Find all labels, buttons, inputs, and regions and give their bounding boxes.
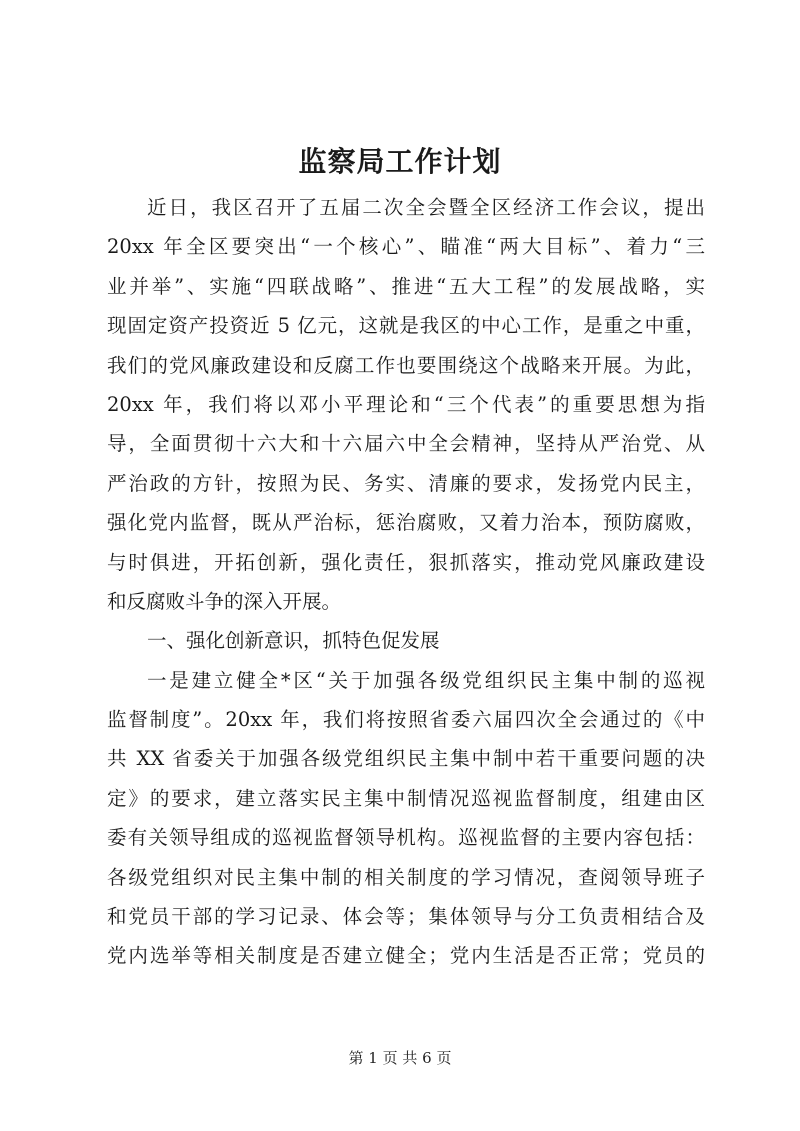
text-line: 和反腐败斗争的深入开展。: [107, 589, 342, 613]
document-body: [107, 188, 705, 976]
text-line: 委有关领导组成的巡视监督领导机构。巡视监督的主要内容包括：: [107, 826, 705, 850]
text-line: 我们的党风廉政建设和反腐工作也要围绕这个战略来开展。为此，: [107, 353, 705, 377]
text-line: 与时俱进，开拓创新，强化责任，狠抓落实，推动党风廉政建设: [107, 550, 705, 574]
text-line: 20xx 年，我们将以邓小平理论和“三个代表”的重要思想为指: [107, 392, 705, 416]
text-line: 各级党组织对民主集中制的相关制度的学习情况，查阅领导班子: [107, 865, 705, 889]
text-line: 一、强化创新意识，抓特色促发展: [147, 629, 440, 653]
text-line: 定》的要求，建立落实民主集中制情况巡视监督制度，组建由区: [107, 786, 705, 810]
text-line: 一是建立健全*区“关于加强各级党组织民主集中制的巡视: [147, 668, 705, 692]
text-line: 党内选举等相关制度是否建立健全；党内生活是否正常；党员的: [107, 944, 705, 968]
text-line: 严治政的方针，按照为民、务实、清廉的要求，发扬党内民主，: [107, 471, 705, 495]
page-footer: 第 1 页 共 6 页: [348, 1049, 452, 1067]
text-line: 近日，我区召开了五届二次全会暨全区经济工作会议，提出: [147, 196, 705, 219]
text-line: 导，全面贯彻十六大和十六届六中全会精神，坚持从严治党、从: [107, 432, 705, 456]
text-line: 现固定资产投资近 5 亿元，这就是我区的中心工作，是重之中重，: [107, 314, 705, 338]
text-line: 监督制度”。20xx 年，我们将按照省委六届四次全会通过的《中: [107, 708, 705, 732]
text-line: 和党员干部的学习记录、体会等；集体领导与分工负责相结合及: [107, 905, 705, 929]
text-line: 业并举”、实施“四联战略”、推进“五大工程”的发展战略，实: [107, 274, 705, 298]
text-line: 强化党内监督，既从严治标，惩治腐败，又着力治本，预防腐败，: [107, 511, 705, 535]
text-line: 20xx 年全区要突出“一个核心”、瞄准“两大目标”、着力“三: [107, 235, 705, 259]
document-title: 监察局工作计划: [298, 145, 502, 178]
text-line: 共 XX 省委关于加强各级党组织民主集中制中若干重要问题的决: [107, 747, 705, 771]
